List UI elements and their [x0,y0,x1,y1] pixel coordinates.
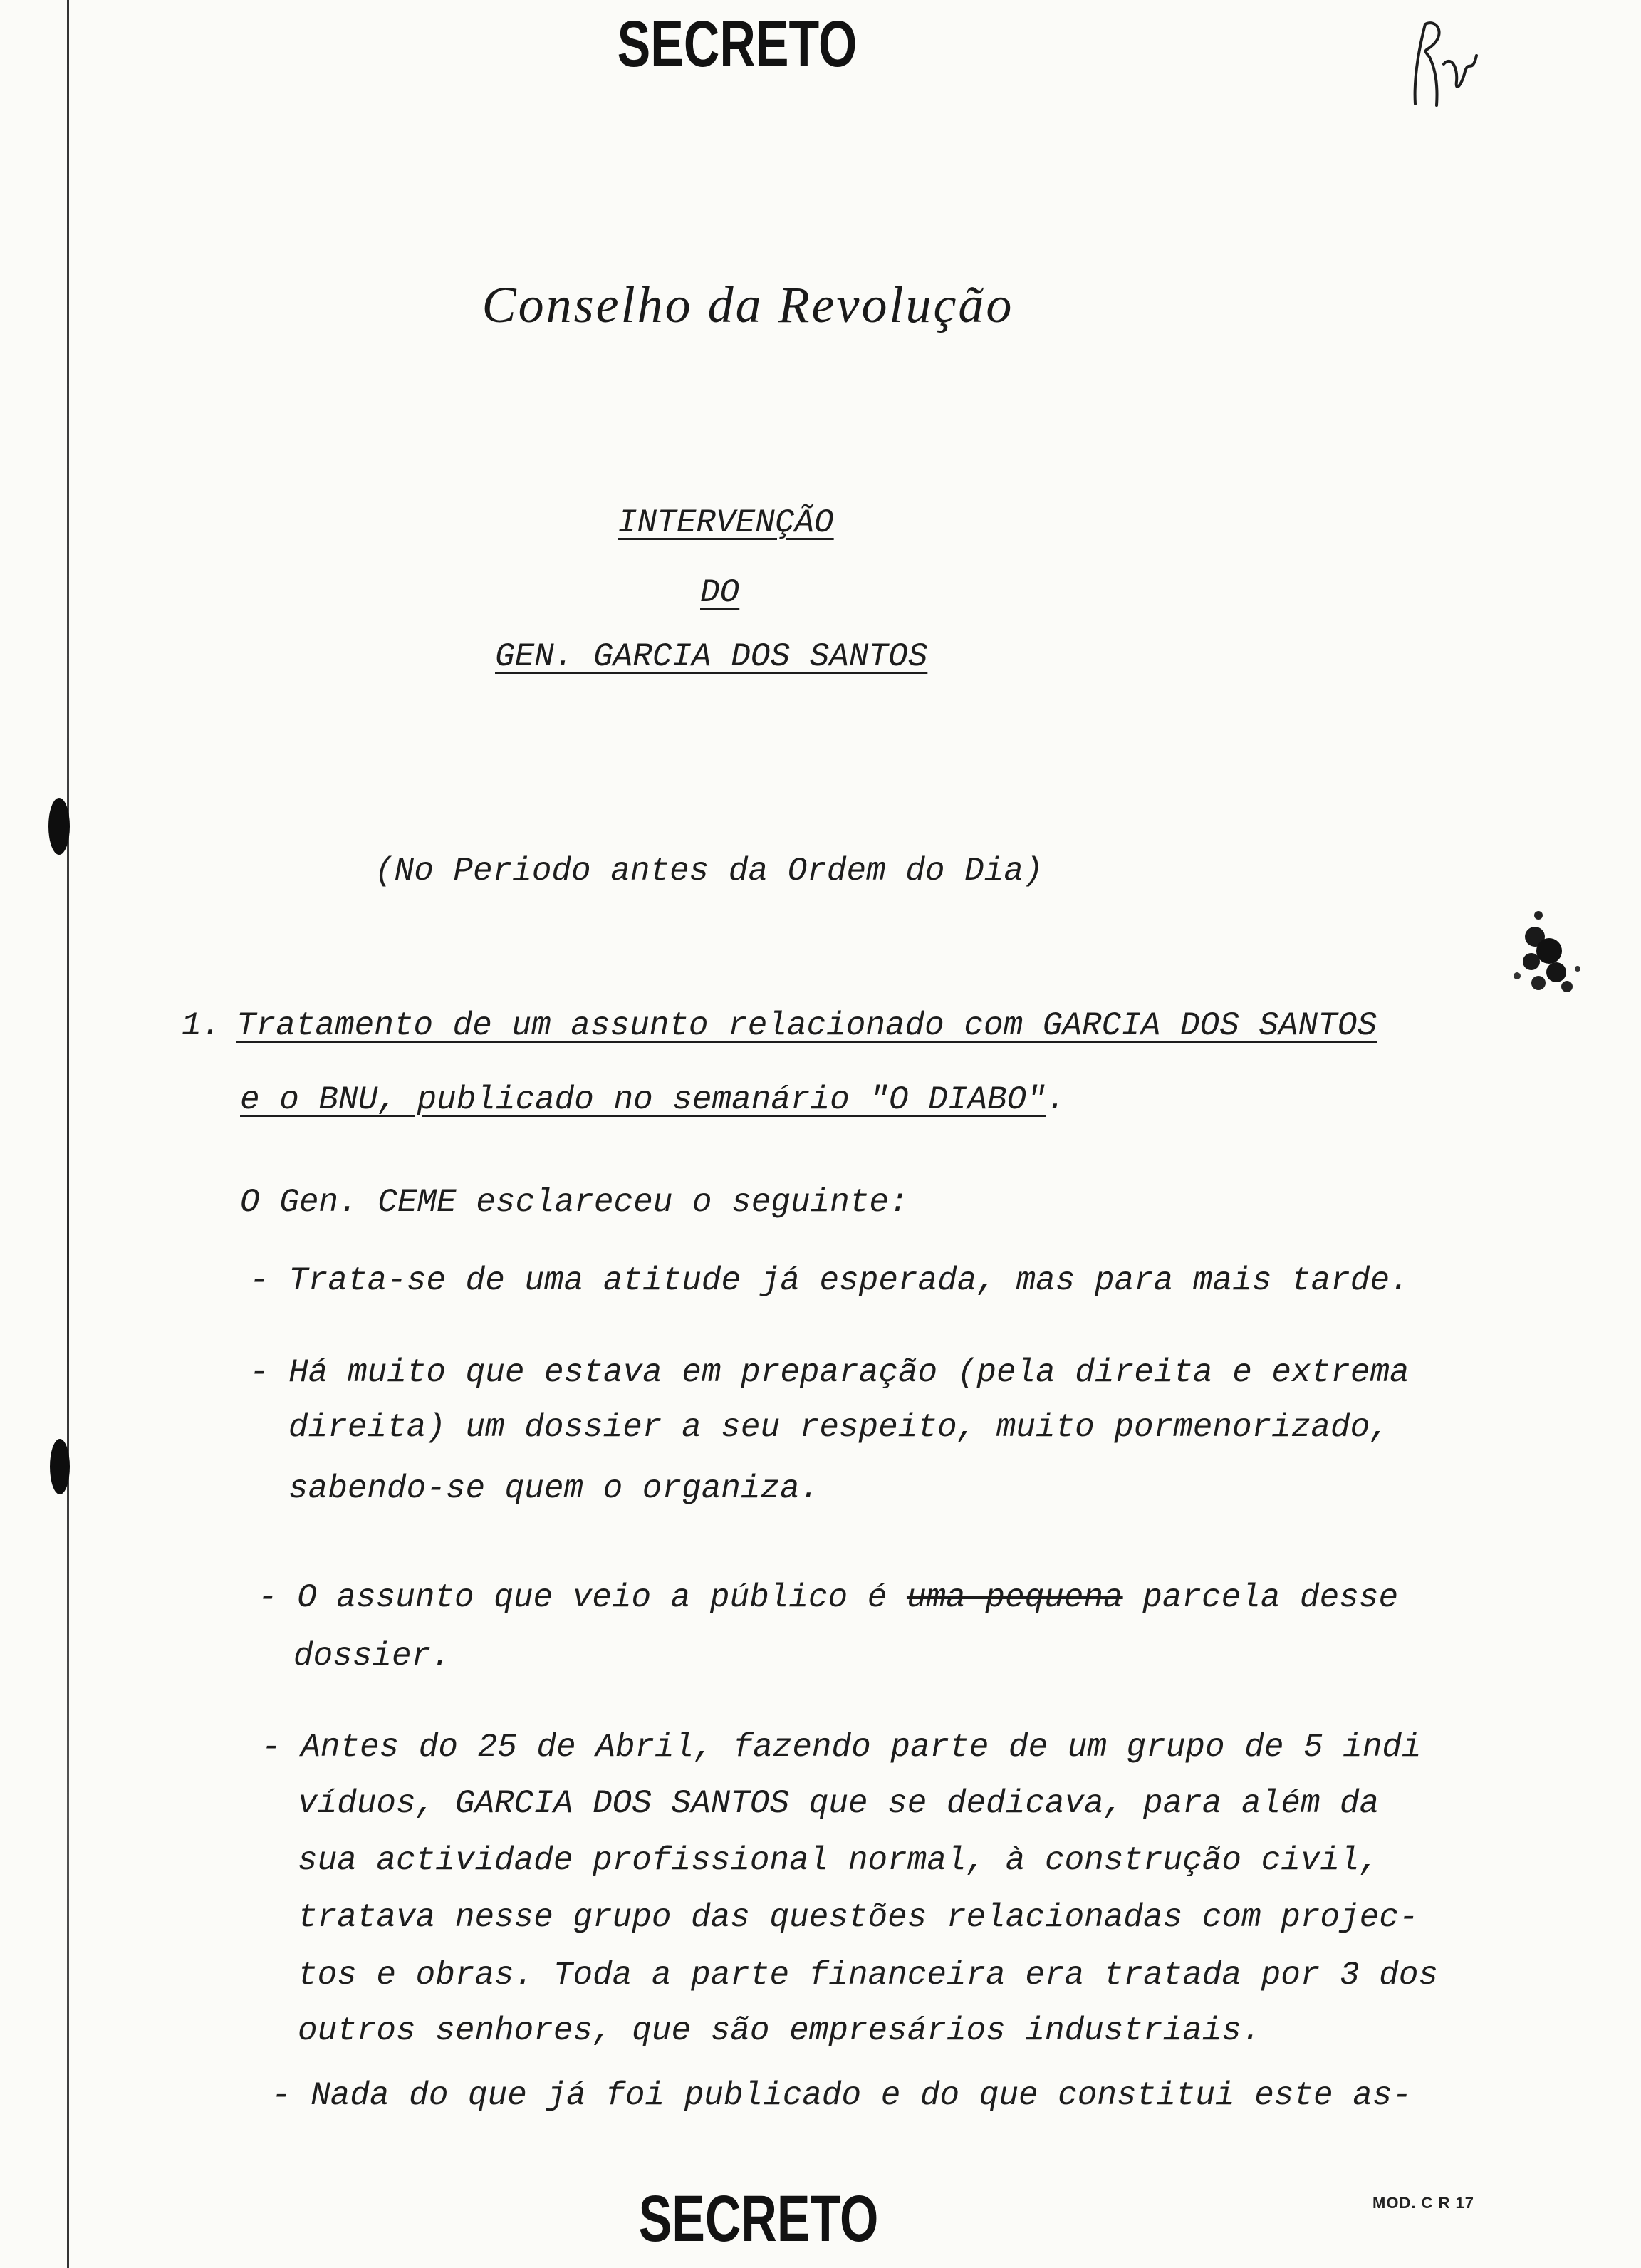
section-heading-line-2-text: e o BNU, publicado no semanário "O DIABO" [240,1081,1046,1118]
scan-margin-line [67,0,69,2268]
bullet-marker: - [261,1729,281,1766]
form-code: MOD. C R 17 [1372,2194,1475,2212]
bullet-2-line-1 [249,1351,1410,1394]
section-heading-end: . [1046,1081,1066,1118]
letterhead: Conselho da Revolução [481,276,1014,333]
struck-through-text: uma pequena [906,1579,1123,1616]
bullet-5-line-1 [271,2074,1412,2117]
section-heading-line-1: Tratamento de um assunto relacionado com GARCIA DOS SANTOS [236,1007,1377,1044]
bullet-marker: - [271,2077,291,2114]
bullet-text-after: parcela desse [1122,1579,1399,1616]
bullet-4-line-6: outros senhores, que são empresários industriais. [298,2012,1261,2049]
bullet-marker: - [249,1262,269,1299]
bullet-2-line-2: direita) um dossier a seu respeito, muito pormenorizado, [288,1409,1390,1446]
bullet-1-line-1 [249,1259,1410,1302]
handwritten-initials [1392,13,1492,116]
subtitle: (No Periodo antes da Ordem do Dia) [375,853,1043,890]
bullet-2-line-3: sabendo-se quem o organiza. [288,1470,820,1507]
title-line-3: GEN. GARCIA DOS SANTOS [495,638,928,675]
section-heading-line-2 [240,1078,1066,1121]
bullet-text: Antes do 25 de Abril, fazendo parte de um grupo de 5 indi [301,1729,1422,1766]
classification-header: SECRETO [617,8,858,80]
bullet-4-line-4: tratava nesse grupo das questões relacionadas com projec- [298,1899,1419,1936]
bullet-text: Trata-se de uma atitude já esperada, mas para mais tarde. [288,1262,1410,1299]
bullet-4-line-3: sua actividade profissional normal, à construção civil, [298,1842,1380,1879]
section-number: 1. [182,1007,222,1044]
scan-ink-blob [48,798,70,855]
bullet-3-line-1 [258,1576,1398,1619]
title-line-1: INTERVENÇÃO [618,504,834,541]
bullet-text: Nada do que já foi publicado e do que constitui este as- [311,2077,1412,2114]
title-line-2: DO [700,574,740,611]
bullet-marker: - [249,1354,269,1391]
bullet-4-line-5: tos e obras. Toda a parte financeira era tratada por 3 dos [298,1957,1439,1994]
bullet-marker: - [258,1579,278,1616]
ink-blot [1496,901,1595,1008]
bullet-4-line-2: víduos, GARCIA DOS SANTOS que se dedicava, para além da [298,1785,1380,1822]
bullet-text: Há muito que estava em preparação (pela direita e extrema [288,1354,1410,1391]
classification-footer: SECRETO [638,2183,879,2255]
section-intro: O Gen. CEME esclareceu o seguinte: [240,1184,909,1221]
bullet-text-before: O assunto que veio a público é [297,1579,907,1616]
bullet-3-line-2: dossier. [293,1638,451,1675]
scan-ink-blob [50,1439,70,1494]
bullet-4-line-1 [261,1726,1422,1769]
